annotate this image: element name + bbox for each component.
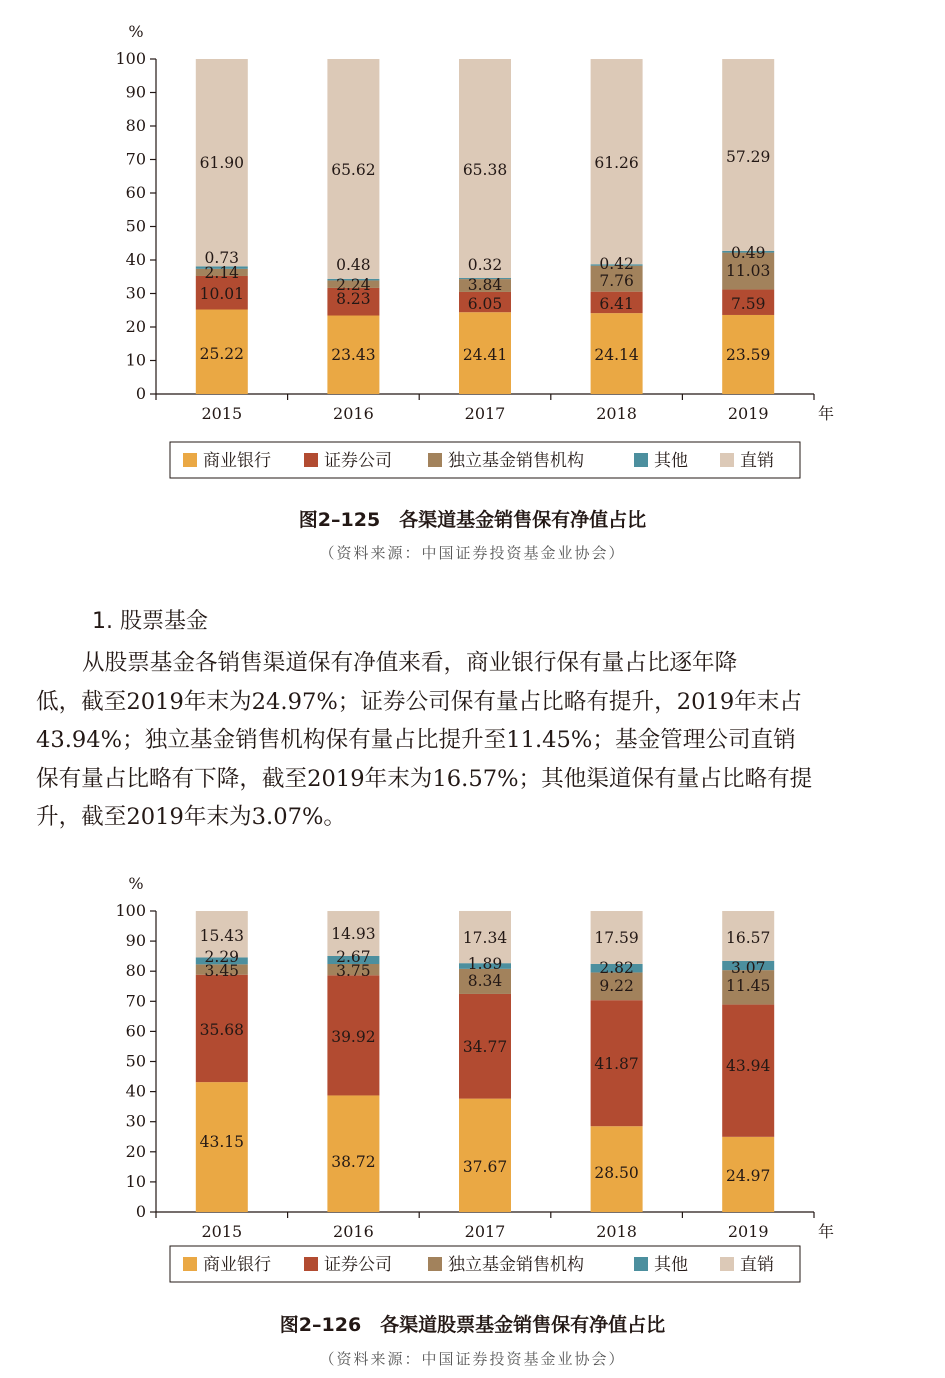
data-label: 6.05 — [467, 295, 503, 313]
chart-2-125-title: 图2–125 各渠道基金销售保有净值占比 — [298, 509, 647, 531]
data-label: 17.34 — [462, 929, 508, 947]
legend-swatch — [634, 453, 648, 467]
paragraph-line-4: 保有量占比略有下降，截至2019年末为16.57%；其他渠道保有量占比略有提 — [36, 765, 813, 792]
y-tick-label: 50 — [125, 216, 146, 236]
chart-2-125-svg — [0, 0, 945, 490]
data-label: 10.01 — [199, 285, 244, 303]
legend-swatch — [720, 453, 734, 467]
data-label: 34.77 — [462, 1038, 508, 1056]
y-axis-unit: % — [128, 874, 144, 893]
y-tick-label: 80 — [125, 961, 146, 981]
data-label: 38.72 — [331, 1153, 376, 1171]
data-label: 2.67 — [336, 948, 371, 966]
legend-swatch — [428, 1257, 442, 1271]
y-tick-label: 0 — [135, 1202, 146, 1221]
x-tick-label: 2015 — [201, 404, 243, 423]
legend-swatch — [183, 453, 197, 467]
y-axis-unit: % — [128, 22, 144, 41]
data-label: 23.59 — [726, 346, 771, 364]
legend-label: 直销 — [740, 451, 774, 471]
y-tick-label: 70 — [125, 991, 146, 1011]
chart-2-126-svg — [0, 860, 945, 1300]
y-tick-label: 60 — [125, 183, 146, 202]
x-tick-label: 2016 — [333, 1222, 374, 1241]
y-tick-label: 50 — [125, 1051, 146, 1071]
chart-2-125 — [0, 0, 945, 490]
legend-swatch — [183, 1257, 197, 1271]
chart-2-126-title: 图2–126 各渠道股票基金销售保有净值占比 — [279, 1314, 666, 1336]
data-label: 11.45 — [726, 977, 771, 995]
data-label: 37.67 — [462, 1158, 508, 1176]
data-label: 2.82 — [599, 959, 634, 977]
data-label: 2.14 — [204, 264, 240, 282]
y-tick-label: 20 — [125, 317, 146, 336]
legend-label: 独立基金销售机构 — [448, 1255, 584, 1275]
x-tick-label: 2015 — [201, 1222, 243, 1241]
bar-segment — [459, 1099, 511, 1212]
x-axis-unit: 年 — [817, 1222, 835, 1241]
legend-swatch — [720, 1257, 734, 1271]
y-tick-label: 30 — [125, 283, 146, 303]
legend-label: 商业银行 — [203, 1255, 271, 1275]
data-label: 3.45 — [204, 962, 240, 980]
y-tick-label: 90 — [125, 931, 146, 951]
legend-label: 证券公司 — [324, 1255, 392, 1275]
data-label: 65.38 — [462, 161, 508, 179]
x-tick-label: 2019 — [727, 1222, 769, 1241]
data-label: 7.59 — [730, 295, 766, 313]
y-tick-label: 70 — [125, 149, 146, 169]
legend-label: 直销 — [740, 1255, 774, 1275]
data-label: 0.73 — [204, 249, 240, 267]
data-label: 39.92 — [331, 1028, 376, 1046]
y-tick-label: 20 — [125, 1141, 146, 1161]
paragraph-line-1: 从股票基金各销售渠道保有净值来看，商业银行保有量占比逐年降 — [82, 650, 738, 676]
data-label: 43.94 — [726, 1057, 771, 1075]
data-label: 0.48 — [336, 256, 371, 274]
data-label: 24.14 — [594, 346, 639, 364]
x-axis-unit: 年 — [817, 404, 835, 423]
data-label: 25.22 — [199, 345, 244, 363]
data-label: 24.41 — [462, 346, 508, 364]
data-label: 0.32 — [467, 256, 503, 274]
data-label: 23.43 — [331, 346, 376, 364]
data-label: 1.89 — [467, 955, 503, 973]
data-label: 65.62 — [331, 161, 376, 179]
paragraph-line-3: 43.94%；独立基金销售机构保有量占比提升至11.45%；基金管理公司直销 — [36, 727, 796, 753]
legend-label: 独立基金销售机构 — [448, 451, 584, 471]
data-label: 17.59 — [594, 929, 639, 947]
legend-label: 商业银行 — [203, 451, 271, 471]
data-label: 61.26 — [594, 154, 639, 172]
y-tick-label: 60 — [125, 1021, 146, 1041]
data-label: 24.97 — [726, 1167, 771, 1185]
data-label: 8.34 — [467, 972, 503, 990]
y-tick-label: 100 — [115, 901, 146, 920]
data-label: 6.41 — [599, 295, 634, 313]
data-label: 3.75 — [336, 962, 371, 980]
chart-2-126 — [0, 860, 945, 1300]
data-label: 7.76 — [599, 272, 634, 290]
y-tick-label: 90 — [125, 82, 146, 102]
data-label: 61.90 — [199, 154, 244, 172]
data-label: 43.15 — [199, 1133, 244, 1151]
x-tick-label: 2017 — [464, 1222, 506, 1241]
legend-swatch — [304, 453, 318, 467]
y-tick-label: 100 — [115, 49, 146, 68]
legend-swatch — [304, 1257, 318, 1271]
data-label: 2.29 — [204, 948, 240, 966]
legend-swatch — [428, 453, 442, 467]
y-tick-label: 10 — [125, 350, 146, 370]
chart-2-125-source: （资料来源：中国证券投资基金业协会） — [319, 544, 626, 562]
legend-label: 其他 — [654, 451, 688, 471]
x-tick-label: 2017 — [464, 404, 506, 423]
data-label: 41.87 — [594, 1055, 639, 1073]
data-label: 0.49 — [730, 244, 766, 262]
data-label: 3.07 — [730, 959, 766, 977]
data-label: 16.57 — [726, 929, 771, 947]
paragraph-line-5: 升，截至2019年末为3.07%。 — [36, 804, 347, 830]
data-label: 28.50 — [594, 1164, 639, 1182]
data-label: 35.68 — [199, 1021, 244, 1039]
data-label: 11.03 — [726, 262, 771, 280]
data-label: 15.43 — [199, 927, 244, 945]
data-label: 8.23 — [336, 290, 371, 308]
legend-label: 证券公司 — [324, 451, 392, 471]
y-tick-label: 0 — [135, 384, 146, 403]
x-tick-label: 2018 — [596, 404, 637, 423]
x-tick-label: 2018 — [596, 1222, 637, 1241]
y-tick-label: 80 — [125, 116, 146, 135]
y-tick-label: 30 — [125, 1111, 146, 1131]
legend-swatch — [634, 1257, 648, 1271]
paragraph-line-2: 低，截至2019年末为24.97%；证券公司保有量占比略有提升，2019年末占 — [36, 688, 802, 715]
x-tick-label: 2019 — [727, 404, 769, 423]
body-paragraph — [36, 644, 916, 837]
y-tick-label: 40 — [125, 250, 146, 269]
y-tick-label: 40 — [125, 1081, 146, 1101]
data-label: 2.24 — [336, 276, 371, 294]
y-tick-label: 10 — [125, 1171, 146, 1191]
legend-label: 其他 — [654, 1255, 688, 1275]
data-label: 57.29 — [726, 148, 771, 166]
data-label: 0.42 — [599, 255, 634, 273]
data-label: 9.22 — [599, 977, 634, 995]
data-label: 3.84 — [467, 276, 503, 294]
data-label: 14.93 — [331, 925, 376, 943]
chart-2-126-source: （资料来源：中国证券投资基金业协会） — [319, 1350, 626, 1368]
section-heading: 1. 股票基金 — [92, 609, 208, 634]
x-tick-label: 2016 — [333, 404, 374, 423]
